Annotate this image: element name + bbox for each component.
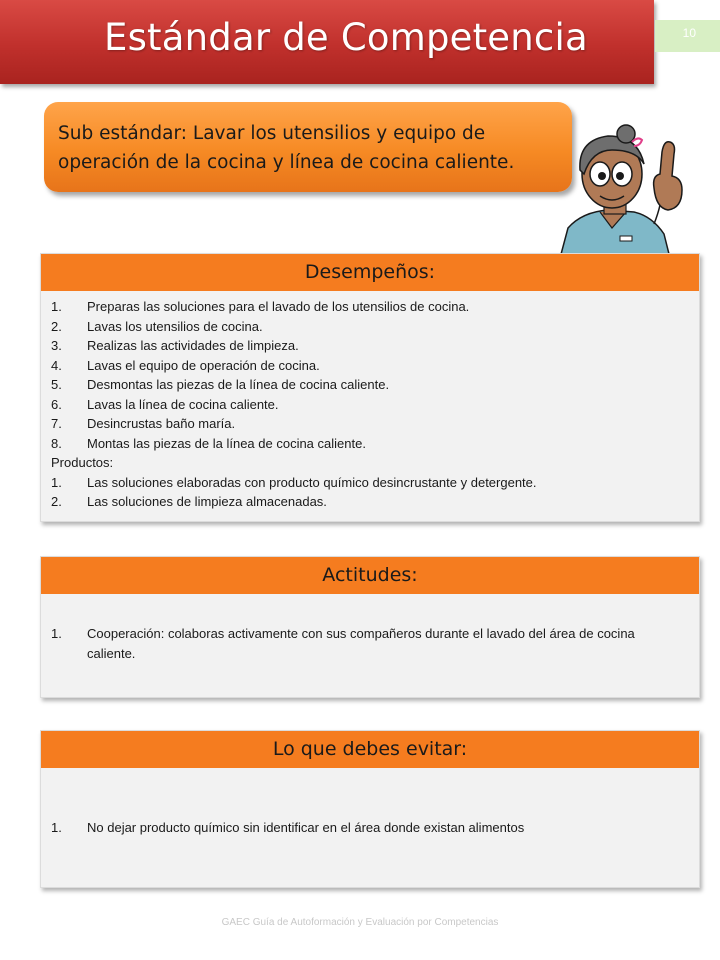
list-item: 8. Montas las piezas de la línea de cocina caliente. bbox=[51, 435, 366, 451]
evitar-list bbox=[51, 818, 689, 838]
desempenos-list bbox=[51, 297, 689, 453]
list-item: 1. No dejar producto químico sin identificar en el área donde existan alimentos bbox=[51, 820, 525, 835]
page-number: 10 bbox=[682, 26, 696, 40]
evitar-panel bbox=[40, 730, 700, 888]
list-item: 5. Desmontas las piezas de la línea de cocina caliente. bbox=[51, 377, 390, 392]
list-item: 2. Lavas los utensilios de cocina. bbox=[51, 318, 263, 334]
actitudes-heading: Actitudes: bbox=[41, 557, 699, 594]
page-title: Estándar de Competencia bbox=[104, 16, 588, 59]
page-number-box bbox=[655, 20, 720, 52]
list-item: 1. Cooperación: colaboras activamente con sus compañeros durante el lavado del área de cocina caliente. bbox=[51, 626, 635, 661]
list-item: 3. Realizas las actividades de limpieza. bbox=[51, 338, 299, 353]
desempenos-heading: Desempeños: bbox=[41, 254, 699, 291]
sub-standard-text: Sub estándar: Lavar los utensilios y equipo de operación de la cocina y línea de cocina caliente. bbox=[58, 123, 515, 173]
desempenos-panel bbox=[40, 253, 700, 522]
productos-label: Productos: bbox=[51, 455, 114, 470]
productos-list bbox=[51, 473, 689, 512]
list-item: 1. Las soluciones elaboradas con producto químico desincrustante y detergente. bbox=[51, 474, 537, 490]
sub-standard-box bbox=[44, 102, 572, 192]
list-item: 6. Lavas la línea de cocina caliente. bbox=[51, 396, 279, 412]
actitudes-list bbox=[51, 624, 659, 663]
list-item: 7. Desincrustas baño maría. bbox=[51, 416, 236, 431]
evitar-heading: Lo que debes evitar: bbox=[41, 731, 699, 768]
cartoon-woman-pointing-icon bbox=[542, 124, 700, 258]
title-banner bbox=[0, 0, 654, 84]
list-item: 4. Lavas el equipo de operación de cocina. bbox=[51, 357, 320, 373]
list-item: 1. Preparas las soluciones para el lavado de los utensilios de cocina. bbox=[51, 299, 470, 314]
footer-text: GAEC Guía de Autoformación y Evaluación por Competencias bbox=[221, 917, 499, 928]
list-item: 2. Las soluciones de limpieza almacenadas. bbox=[51, 494, 327, 509]
actitudes-panel bbox=[40, 556, 700, 698]
